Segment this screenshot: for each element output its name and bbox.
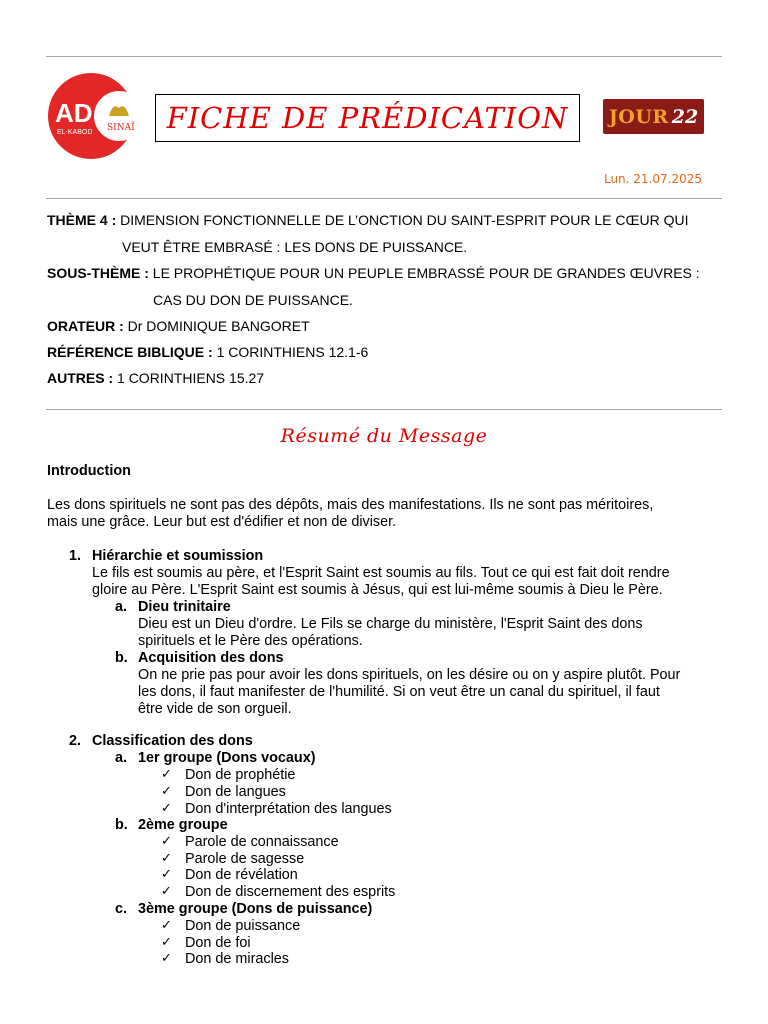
- day-badge-number: 22: [671, 105, 699, 128]
- check-icon: ✓: [161, 951, 172, 966]
- title-box: [155, 94, 580, 142]
- list-item: Don de puissance: [185, 918, 301, 934]
- list-item: Don de langues: [185, 784, 286, 800]
- section-1a-marker: a.: [115, 599, 128, 615]
- list-item: Parole de connaissance: [185, 834, 339, 850]
- theme-text-1: DIMENSION FONCTIONNELLE DE L’ONCTION DU SAINT-ESPRIT POUR LE CŒUR QUI: [116, 212, 689, 228]
- orateur-value: Dr DOMINIQUE BANGORET: [123, 318, 310, 334]
- orateur-label: ORATEUR :: [47, 318, 124, 334]
- check-icon: ✓: [161, 767, 172, 782]
- section-1-number: 1.: [69, 548, 82, 564]
- section-1b-line-3: être vide de son orgueil.: [138, 701, 292, 717]
- list-item: Don de discernement des esprits: [185, 884, 396, 900]
- autres-label: AUTRES :: [47, 370, 114, 386]
- day-badge: [603, 99, 704, 134]
- section-2b-marker: b.: [115, 817, 128, 833]
- orateur-line: [47, 318, 310, 335]
- check-icon: ✓: [161, 884, 172, 899]
- reference-value: 1 CORINTHIENS 12.1-6: [212, 344, 369, 360]
- list-item: Don de révélation: [185, 867, 298, 883]
- check-icon: ✓: [161, 851, 172, 866]
- autres-line: [47, 370, 264, 387]
- check-icon: ✓: [161, 867, 172, 882]
- section-1b-marker: b.: [115, 650, 128, 666]
- section-2b-heading: 2ème groupe: [138, 817, 228, 833]
- church-logo: [47, 72, 139, 160]
- list-item: Don de foi: [185, 935, 251, 951]
- section-1b-heading: Acquisition des dons: [138, 650, 284, 666]
- top-divider: [46, 56, 722, 57]
- section-1b-line-1: On ne prie pas pour avoir les dons spirituels, on les désire ou on y aspire plutôt. Pour: [138, 667, 681, 683]
- section-1a-line-1: Dieu est un Dieu d'ordre. Le Fils se charge du ministère, l'Esprit Saint des dons: [138, 616, 643, 632]
- section-1b-line-2: les dons, il faut manifester de l'humilité. Si on veut être un canal du spirituel, il faut: [138, 684, 660, 700]
- section-1-line-2: gloire au Père. L'Esprit Saint est soumis à Jésus, qui est lui-même soumis à Dieu le Père.: [92, 582, 663, 598]
- reference-line: [47, 344, 368, 361]
- section-1-line-1: Le fils est soumis au père, et l'Esprit Saint est soumis au fils. Tout ce qui est fait doit rendre: [92, 565, 670, 581]
- section-1a-heading: Dieu trinitaire: [138, 599, 231, 615]
- section-2c-marker: c.: [115, 901, 128, 917]
- svg-text:SINAÏ: SINAÏ: [107, 123, 135, 133]
- header-divider: [46, 198, 722, 199]
- check-icon: ✓: [161, 918, 172, 933]
- autres-value: 1 CORINTHIENS 15.27: [113, 370, 265, 386]
- intro-line-2: mais une grâce. Leur but est d'édifier et non de diviser.: [47, 514, 397, 530]
- page-title: FICHE DE PRÉDICATION: [166, 101, 569, 135]
- svg-text:AD: AD: [55, 98, 93, 128]
- theme-text-2: VEUT ÊTRE EMBRASÉ : LES DONS DE PUISSANCE.: [122, 239, 468, 255]
- section-2a-heading: 1er groupe (Dons vocaux): [138, 750, 316, 766]
- intro-heading: Introduction: [47, 463, 131, 479]
- section-2c-heading: 3ème groupe (Dons de puissance): [138, 901, 373, 917]
- day-badge-label: JOUR: [608, 105, 669, 128]
- sous-theme-line-1: [47, 265, 700, 282]
- list-item: Don de miracles: [185, 951, 289, 967]
- section-1a-line-2: spirituels et le Père des opérations.: [138, 633, 363, 649]
- svg-text:EL-KABOD: EL-KABOD: [57, 129, 93, 136]
- resume-title: Résumé du Message: [280, 425, 488, 447]
- check-icon: ✓: [161, 834, 172, 849]
- reference-label: RÉFÉRENCE BIBLIQUE :: [47, 344, 213, 360]
- date-label: Lun. 21.07.2025: [603, 172, 702, 186]
- list-item: Don d'interprétation des langues: [185, 801, 392, 817]
- list-item: Parole de sagesse: [185, 851, 305, 867]
- meta-divider: [46, 409, 722, 410]
- theme-line-1: [47, 212, 689, 229]
- check-icon: ✓: [161, 784, 172, 799]
- section-2a-marker: a.: [115, 750, 128, 766]
- intro-line-1: Les dons spirituels ne sont pas des dépôts, mais des manifestations. Ils ne sont pas méritoires,: [47, 497, 654, 513]
- list-item: Don de prophétie: [185, 767, 296, 783]
- section-2-heading: Classification des dons: [92, 733, 253, 749]
- check-icon: ✓: [161, 801, 172, 816]
- sous-theme-text-1: LE PROPHÉTIQUE POUR UN PEUPLE EMBRASSÉ POUR DE GRANDES ŒUVRES :: [148, 265, 700, 281]
- section-2-number: 2.: [69, 733, 82, 749]
- sous-theme-label: SOUS-THÈME :: [47, 265, 149, 281]
- theme-label: THÈME 4 :: [47, 212, 117, 228]
- sous-theme-text-2: CAS DU DON DE PUISSANCE.: [153, 292, 353, 308]
- section-1-heading: Hiérarchie et soumission: [92, 548, 264, 564]
- check-icon: ✓: [161, 935, 172, 950]
